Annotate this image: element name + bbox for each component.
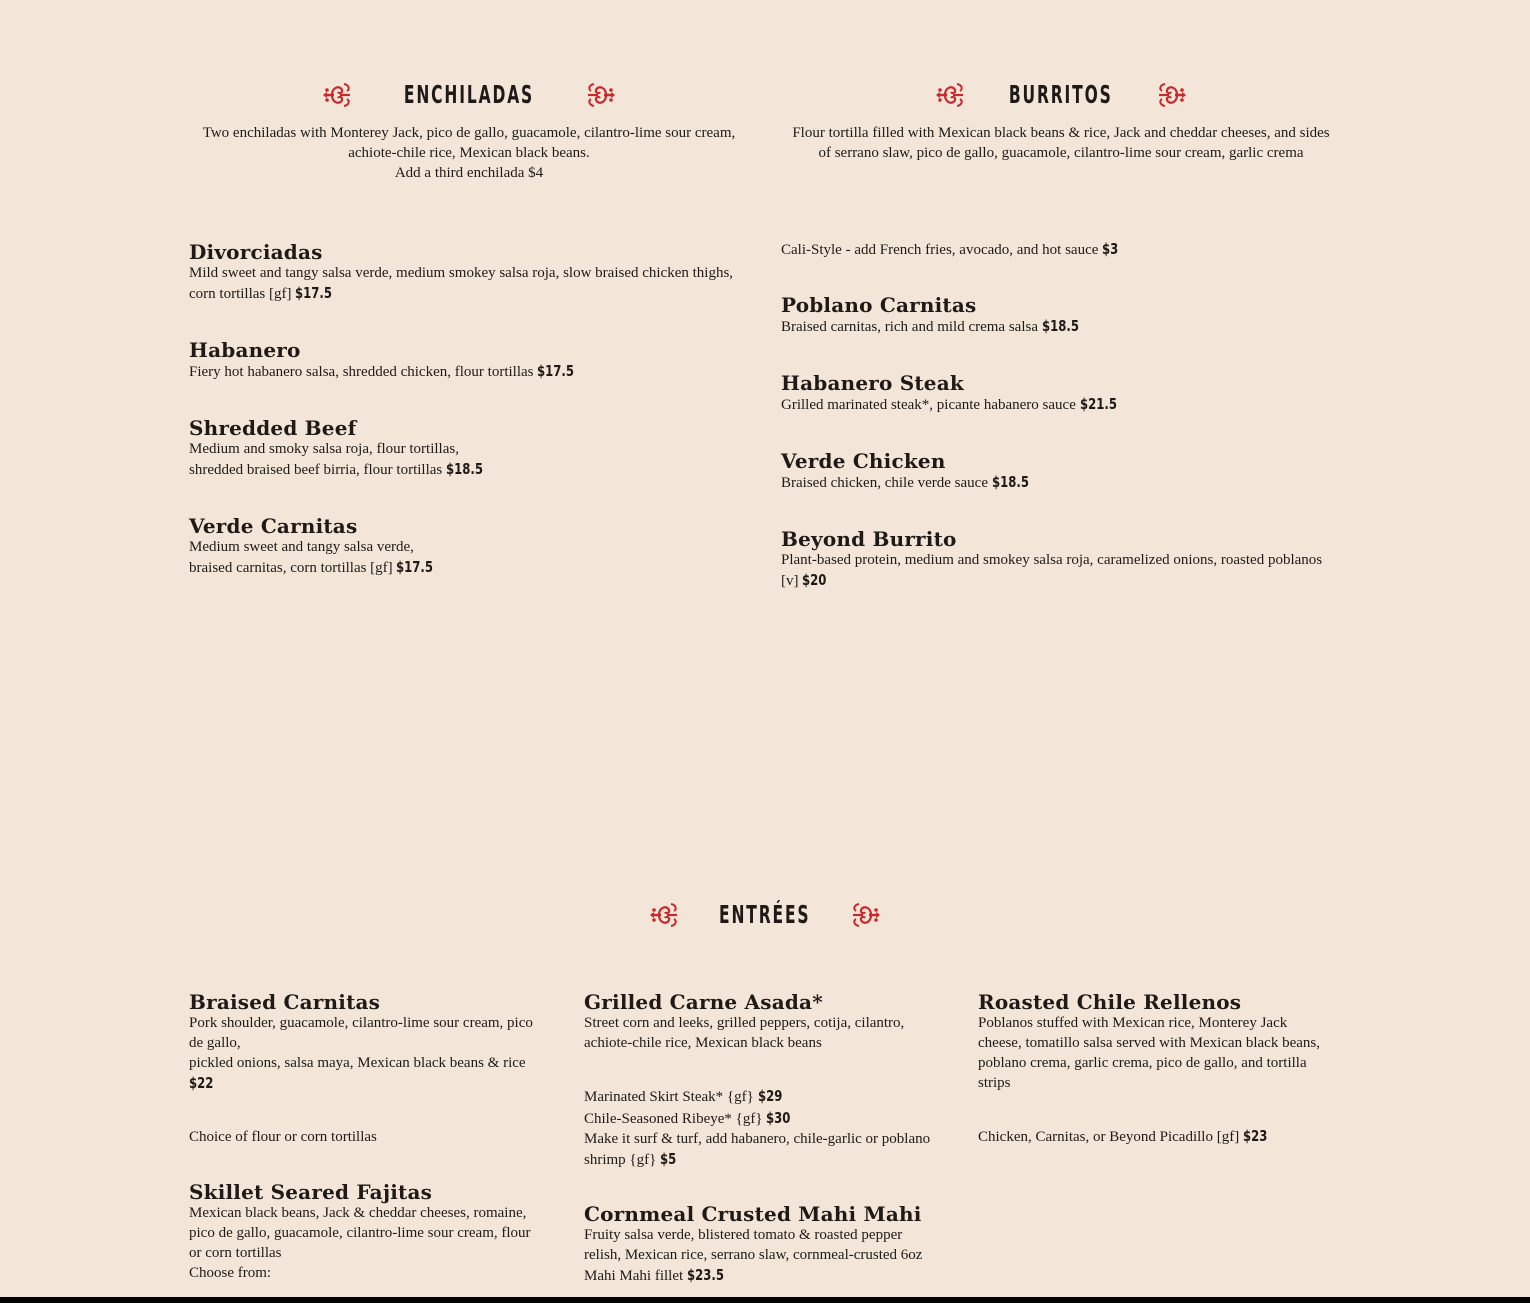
menu-item bbox=[584, 1203, 954, 1286]
item-price: $22 bbox=[189, 1074, 214, 1092]
item-name: Shredded Beef bbox=[189, 416, 357, 440]
section-title: ENCHILADAS bbox=[403, 80, 535, 109]
item-name: Habanero Steak bbox=[781, 371, 964, 395]
item-description: Grilled marinated steak*, picante habanero sauce $21.5 bbox=[781, 395, 1117, 413]
item-name: Poblano Carnitas bbox=[781, 293, 977, 317]
description-line: Flour tortilla filled with Mexican black beans & rice, Jack and cheddar cheeses, and sides bbox=[792, 125, 1330, 141]
item-description: Fruity salsa verde, blistered tomato & roasted pepper relish, Mexican rice, serrano slaw, cornmeal-crusted 6oz Mahi Mahi fillet $23.5 bbox=[584, 1227, 923, 1284]
item-description: Mild sweet and tangy salsa verde, medium smokey salsa roja, slow braised chicken thighs, corn tortillas [gf] $17.5 bbox=[189, 265, 734, 302]
item-name: Grilled Carne Asada* bbox=[584, 990, 823, 1014]
description-line: of serrano slaw, pico de gallo, guacamole, cilantro-lime sour cream, garlic crema bbox=[818, 145, 1304, 161]
item-description: Fiery hot habanero salsa, shredded chicken, flour tortillas $17.5 bbox=[189, 362, 575, 380]
item-price: $5 bbox=[660, 1150, 677, 1168]
item-price: $23 bbox=[1242, 1127, 1268, 1145]
item-description: Braised carnitas, rich and mild crema salsa $18.5 bbox=[781, 317, 1079, 335]
menu-item bbox=[978, 991, 1348, 1093]
item-name: Habanero bbox=[189, 338, 301, 362]
menu-item bbox=[189, 241, 759, 304]
item-name: Roasted Chile Rellenos bbox=[978, 990, 1242, 1014]
menu-item bbox=[189, 339, 759, 382]
menu-item bbox=[189, 991, 559, 1094]
item-name: Divorciadas bbox=[189, 240, 323, 264]
item-options: Marinated Skirt Steak* {gf} $29 Chile-Seasoned Ribeye* {gf} $30 Make it surf & turf, add habanero, chile-garlic or poblano shrimp {gf} $5 bbox=[584, 1087, 931, 1168]
menu-item bbox=[584, 991, 954, 1053]
item-price: $30 bbox=[766, 1109, 791, 1127]
item-price: $20 bbox=[802, 571, 827, 589]
section-description bbox=[761, 123, 1361, 163]
menu-item bbox=[189, 515, 759, 578]
item-name: Verde Chicken bbox=[781, 449, 946, 473]
item-price: $17.5 bbox=[396, 558, 434, 576]
item-name: Braised Carnitas bbox=[189, 990, 381, 1014]
item-price: $17.5 bbox=[295, 284, 333, 302]
menu-item bbox=[189, 1181, 559, 1283]
section-title: BURRITOS bbox=[1009, 80, 1113, 109]
scroll-flourish-icon bbox=[649, 901, 679, 929]
menu-item bbox=[781, 294, 1351, 337]
item-price: $23.5 bbox=[686, 1266, 724, 1284]
item-price: $18.5 bbox=[446, 460, 484, 478]
menu-item bbox=[781, 450, 1351, 493]
bottom-border bbox=[0, 1297, 1530, 1303]
item-price: $18.5 bbox=[991, 473, 1029, 491]
item-description: Medium sweet and tangy salsa verde, braised carnitas, corn tortillas [gf] $17.5 bbox=[189, 539, 434, 576]
item-name: Beyond Burrito bbox=[781, 527, 957, 551]
item-description: Medium and smoky salsa roja, flour tortillas, shredded braised beef birria, flour tortillas $18.5 bbox=[189, 441, 484, 478]
item-description: Plant-based protein, medium and smokey salsa roja, caramelized onions, roasted poblanos [v] $20 bbox=[781, 552, 1323, 589]
item-description: Braised chicken, chile verde sauce $18.5 bbox=[781, 473, 1029, 491]
scroll-flourish-icon bbox=[1157, 81, 1187, 109]
item-name: Skillet Seared Fajitas bbox=[189, 1180, 433, 1204]
scroll-flourish-icon bbox=[586, 81, 616, 109]
scroll-flourish-icon bbox=[851, 901, 881, 929]
item-note: Choice of flour or corn tortillas bbox=[189, 1129, 377, 1145]
menu-item bbox=[781, 528, 1351, 591]
section-description bbox=[169, 123, 769, 183]
item-price: $18.5 bbox=[1041, 317, 1079, 335]
item-description: Mexican black beans, Jack & cheddar cheeses, romaine, pico de gallo, guacamole, cilantro-lime sour cream, flour or corn tortillas Choose from: bbox=[189, 1205, 531, 1281]
description-line: achiote-chile rice, Mexican black beans. bbox=[348, 145, 590, 161]
item-price: $3 bbox=[1102, 240, 1119, 258]
item-name: Verde Carnitas bbox=[189, 514, 358, 538]
enchiladas-header bbox=[189, 80, 749, 110]
description-line: Add a third enchilada $4 bbox=[394, 165, 544, 181]
item-description: Street corn and leeks, grilled peppers, cotija, cilantro, achiote-chile rice, Mexican black beans bbox=[584, 1015, 905, 1051]
item-description: Poblanos stuffed with Mexican rice, Monterey Jack cheese, tomatillo salsa served with Mexican black beans, poblano crema, garlic crema, pico de gallo, and tortilla strips bbox=[978, 1015, 1320, 1091]
item-price: $29 bbox=[757, 1087, 782, 1105]
item-price: $21.5 bbox=[1079, 395, 1117, 413]
item-options: Chicken, Carnitas, or Beyond Picadillo [gf] $23 bbox=[978, 1127, 1268, 1145]
item-description: Pork shoulder, guacamole, cilantro-lime sour cream, pico de gallo, pickled onions, salsa maya, Mexican black beans & rice $22 bbox=[189, 1015, 533, 1092]
description-line: Two enchiladas with Monterey Jack, pico de gallo, guacamole, cilantro-lime sour cream, bbox=[202, 125, 736, 141]
section-title: ENTRÉES bbox=[719, 900, 811, 929]
item-price: $17.5 bbox=[537, 362, 575, 380]
scroll-flourish-icon bbox=[935, 81, 965, 109]
menu-item bbox=[781, 372, 1351, 415]
scroll-flourish-icon bbox=[322, 81, 352, 109]
cali-style-option: Cali-Style - add French fries, avocado, and hot sauce $3 bbox=[781, 240, 1119, 258]
menu-item bbox=[189, 417, 759, 480]
item-name: Cornmeal Crusted Mahi Mahi bbox=[584, 1202, 922, 1226]
entrees-header bbox=[565, 900, 965, 930]
burritos-header bbox=[781, 80, 1341, 110]
